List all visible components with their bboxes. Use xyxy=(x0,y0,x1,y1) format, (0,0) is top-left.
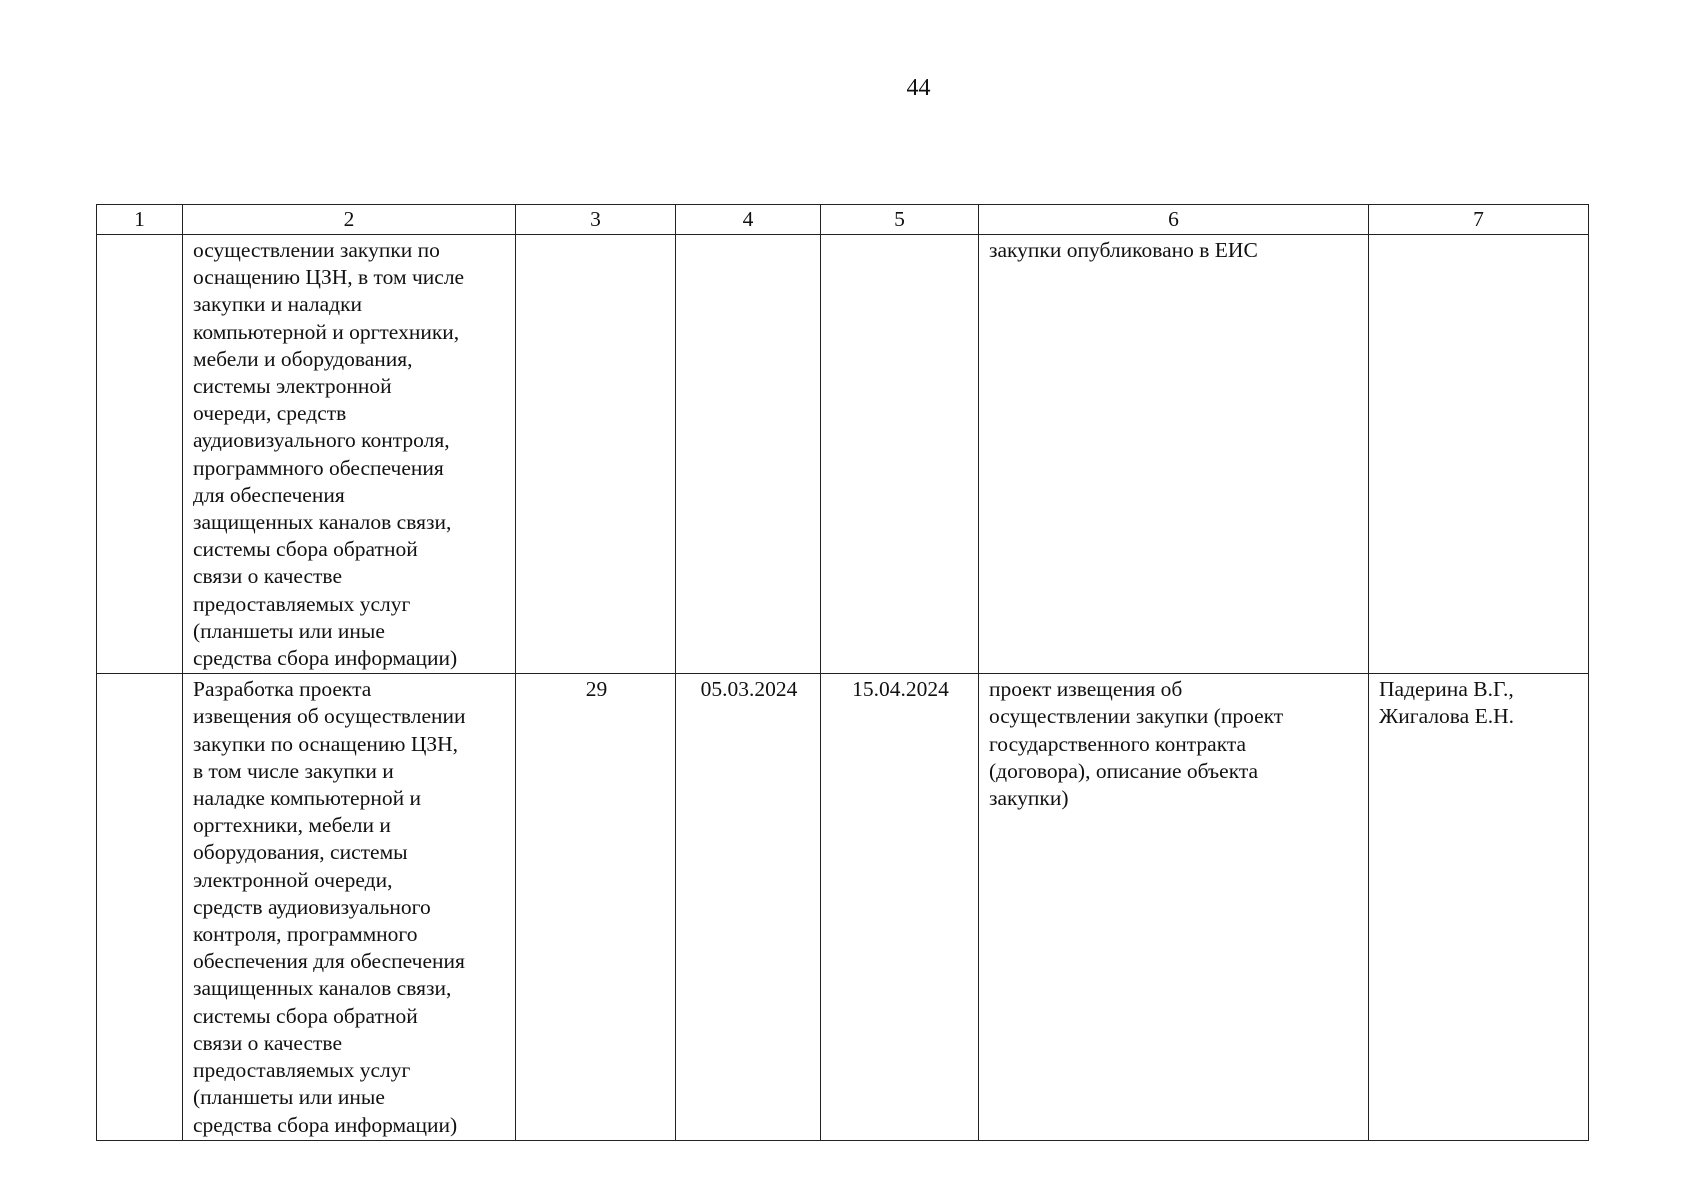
text-line: проект извещения об xyxy=(989,677,1183,702)
text-line: (планшеты или иные xyxy=(193,618,385,643)
column-number-header: 2 xyxy=(183,205,516,235)
end-date-cell xyxy=(821,235,979,674)
plan-table xyxy=(96,204,1589,1141)
responsible-cell xyxy=(1369,674,1589,1140)
text-line: очереди, средств xyxy=(193,401,347,426)
text-line: оснащению ЦЗН, в том числе xyxy=(193,265,465,290)
column-number-header: 3 xyxy=(516,205,676,235)
text-line: оборудования, системы xyxy=(193,840,408,865)
text-line: обеспечения для обеспечения xyxy=(193,949,465,974)
text-line: программного обеспечения xyxy=(193,455,444,480)
text-line: Падерина В.Г., xyxy=(1379,677,1514,702)
text-line: электронной очереди, xyxy=(193,867,393,892)
activity-cell xyxy=(183,235,516,674)
duration-cell: 29 xyxy=(516,674,676,1140)
column-number-header: 6 xyxy=(979,205,1369,235)
text-line: оргтехники, мебели и xyxy=(193,813,391,838)
column-number-row xyxy=(97,205,1589,235)
text-line: системы электронной xyxy=(193,374,392,399)
text-line: закупки) xyxy=(989,786,1069,811)
activity-cell xyxy=(183,674,516,1140)
text-line: средств аудиовизуального xyxy=(193,894,431,919)
text-line: государственного контракта xyxy=(989,731,1247,756)
text-line: средства сбора информации) xyxy=(193,646,458,671)
text-line: Жигалова Е.Н. xyxy=(1379,704,1514,729)
text-line: закупки по оснащению ЦЗН, xyxy=(193,731,459,756)
text-line: защищенных каналов связи, xyxy=(193,976,452,1001)
column-number-header: 7 xyxy=(1369,205,1589,235)
text-line: в том числе закупки и xyxy=(193,758,394,783)
row-index-cell xyxy=(97,235,183,674)
text-line: системы сбора обратной xyxy=(193,1003,418,1028)
start-date-cell: 05.03.2024 xyxy=(676,674,821,1140)
table-row xyxy=(97,674,1589,1140)
text-line: защищенных каналов связи, xyxy=(193,510,452,535)
start-date-cell xyxy=(676,235,821,674)
result-cell xyxy=(979,235,1369,674)
text-line: предоставляемых услуг xyxy=(193,591,411,616)
end-date-cell: 15.04.2024 xyxy=(821,674,979,1140)
text-line: осуществлении закупки (проект xyxy=(989,704,1284,729)
text-line: средства сбора информации) xyxy=(193,1112,458,1137)
text-line: извещения об осуществлении xyxy=(193,704,466,729)
text-line: контроля, программного xyxy=(193,922,418,947)
text-line: связи о качестве xyxy=(193,1030,342,1055)
text-line: связи о качестве xyxy=(193,564,342,589)
text-line: закупки опубликовано в ЕИС xyxy=(989,238,1258,262)
text-line: для обеспечения xyxy=(193,482,345,507)
text-line: мебели и оборудования, xyxy=(193,346,413,371)
text-line: закупки и наладки xyxy=(193,292,363,317)
duration-cell xyxy=(516,235,676,674)
text-line: (договора), описание объекта xyxy=(989,758,1259,783)
table-row xyxy=(97,235,1589,674)
text-line: наладке компьютерной и xyxy=(193,786,421,811)
text-line: предоставляемых услуг xyxy=(193,1058,411,1083)
text-line: осуществлении закупки по xyxy=(193,238,440,262)
column-number-header: 4 xyxy=(676,205,821,235)
column-number-header: 1 xyxy=(97,205,183,235)
text-line: Разработка проекта xyxy=(193,677,372,702)
column-number-header: 5 xyxy=(821,205,979,235)
text-line: (планшеты или иные xyxy=(193,1085,385,1110)
text-line: компьютерной и оргтехники, xyxy=(193,319,460,344)
row-index-cell xyxy=(97,674,183,1140)
text-line: системы сбора обратной xyxy=(193,537,418,562)
page-number: 44 xyxy=(906,75,931,101)
result-cell xyxy=(979,674,1369,1140)
responsible-cell xyxy=(1369,235,1589,674)
text-line: аудиовизуального контроля, xyxy=(193,428,450,453)
